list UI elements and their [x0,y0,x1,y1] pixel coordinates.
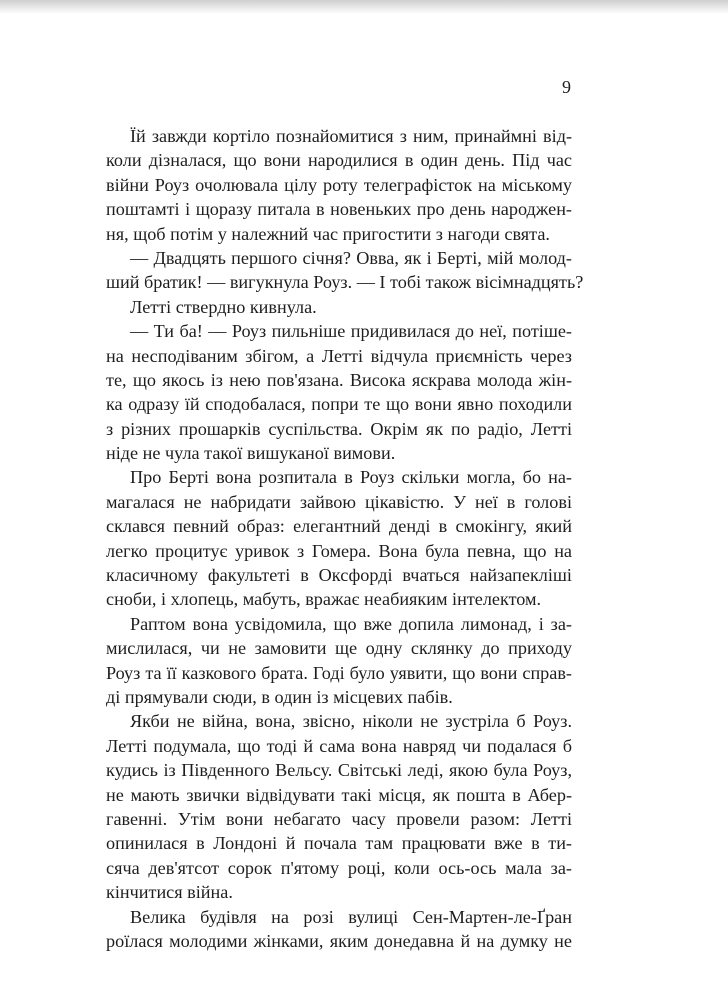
text-line: ді прямували сюди, в один із місцевих пабів. [106,686,453,707]
text-line: ший братик! — вигукнула Роуз. — І тобі також вісімнадцять? [106,272,584,293]
text-line: сяча дев'ятсот сорок п'ятому році, коли ось-ось мала за- [106,857,572,878]
text-line: легко процитує уривок з Гомера. Вона була певна, що на [106,540,572,561]
text-line: опинилася в Лондоні й почала там працювати вже в ти- [106,833,572,854]
text-line: Велика будівля на розі вулиці Сен-Мартен-ле-Ґран [130,906,572,927]
text-line: — Двадцять першого січня? Овва, як і Берті, мій молод- [130,247,572,268]
text-line: класичному факультеті в Оксфорді вчаться найзапекліші [106,565,572,586]
text-line: поштамті і щоразу питала в новеньких про день народжен- [106,199,572,220]
text-line: магалася не набридати зайвою цікавістю. У неї в голові [106,491,572,512]
text-line: кудись із Південного Вельсу. Світські леді, якою була Роуз, [106,760,572,781]
text-line: роїлася молодими жінками, яким донедавна й на думку не [106,930,572,951]
text-line: коли дізналася, що вони народилися в один день. Під час [106,150,572,171]
text-line: на несподіваним збігом, а Летті відчула приємність через [106,345,572,366]
text-line: ка одразу їй сподобалася, попри те що вони явно походили [106,394,572,415]
text-line: Летті ствердно кивнула. [130,296,317,317]
text-line: Раптом вона усвідомила, що вже допила лимонад, і за- [130,613,572,634]
text-line: Летті подумала, що тоді й сама вона навряд чи подалася б [106,735,572,756]
text-line: ня, щоб потім у належний час пригостити з нагоди свята. [106,223,550,244]
text-line: кінчитися війна. [106,882,233,903]
text-line: Якби не війна, вона, звісно, ніколи не зустріла б Роуз. [130,711,572,732]
text-line: Роуз та її казкового брата. Годі було уявити, що вони справ- [106,662,572,683]
text-line: з різних прошарків суспільства. Окрім як по радіо, Летті [106,418,572,439]
text-line: Їй завжди кортіло познайомитися з ним, принаймні від- [130,126,572,146]
text-line: те, що якось із нею пов'язана. Висока яскрава молода жін- [106,369,572,390]
text-line: не мають звички відвідувати такі місця, як пошта в Абер- [106,784,572,805]
text-line: війни Роуз очолювала цілу роту телеграфісток на міському [106,174,572,195]
body-text [106,124,584,953]
text-line: Про Берті вона розпитала в Роуз скільки могла, бо на- [130,467,572,488]
text-line: гавенні. Утім вони небагато часу провели разом: Летті [106,808,572,829]
text-line: — Ти ба! — Роуз пильніше придивилася до неї, потіше- [130,321,572,342]
text-line: ніде не чула такої вишуканої вимови. [106,443,396,464]
page-top-edge [0,0,728,14]
text-line: сноби, і хлопець, мабуть, вражає неабияким інтелектом. [106,589,542,610]
text-line: склався певний образ: елегантний денді в смокінгу, який [106,516,572,537]
text-line: мислилася, чи не замовити ще одну склянку до приходу [106,638,572,659]
page-number: 9 [562,77,571,97]
